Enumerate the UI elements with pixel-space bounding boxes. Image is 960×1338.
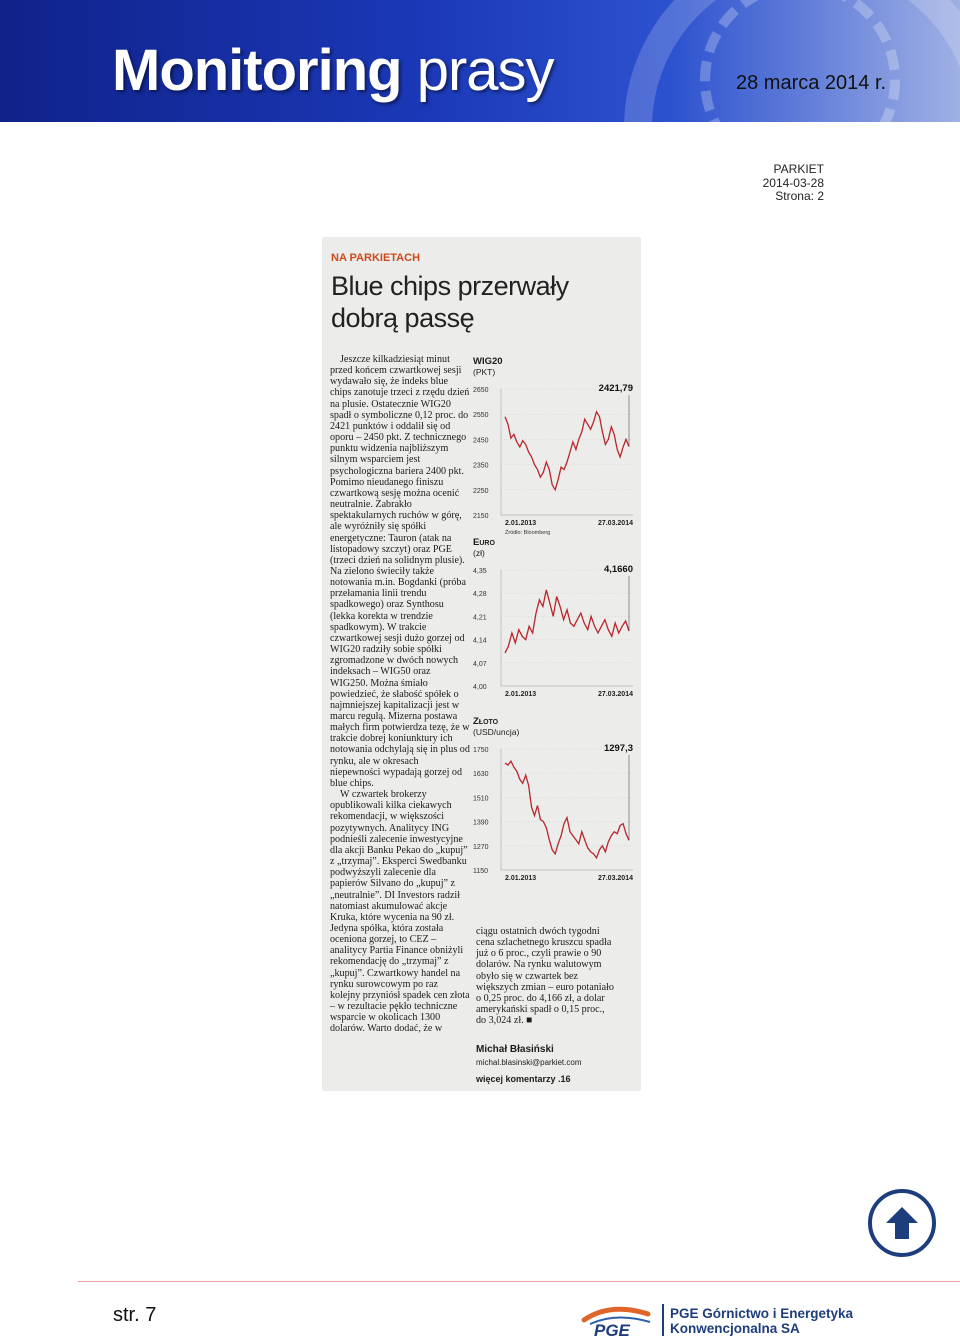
pge-logo-text: PGE: [594, 1321, 630, 1338]
newspaper-clipping: [323, 238, 640, 1090]
y-tick-label: 1390: [473, 819, 489, 827]
x-end-label: 27.03.2014: [597, 875, 633, 882]
y-tick-label: 2250: [473, 487, 489, 495]
euro-plot: [473, 558, 638, 708]
y-tick-label: 1750: [473, 747, 489, 754]
source-date: 2014-03-28: [762, 175, 824, 190]
wig20-chart: [473, 356, 638, 537]
page-title: Monitoring prasy: [112, 38, 554, 103]
page-number: str. 7: [113, 1304, 157, 1326]
source-meta: [763, 163, 824, 204]
chart-title: Złoto: [473, 716, 499, 727]
y-tick-label: 1630: [473, 771, 489, 779]
turbine-decoration-inner: [700, 0, 900, 122]
gold-plot: [473, 737, 638, 892]
y-tick-label: 4,00: [473, 684, 487, 691]
source-name: PARKIET: [773, 162, 824, 176]
series-line: [505, 412, 629, 490]
wig20-plot: [473, 377, 638, 537]
last-value-label: 2421,79: [598, 383, 633, 394]
euro-chart: [473, 537, 638, 708]
y-tick-label: 1150: [473, 868, 489, 875]
y-tick-label: 2550: [473, 412, 489, 420]
y-tick-label: 1510: [473, 795, 489, 803]
company-name: [670, 1306, 853, 1336]
chart-title: WIG20: [473, 356, 503, 367]
article-column-1: [330, 354, 470, 1035]
y-tick-label: 2150: [473, 513, 489, 520]
y-tick-label: 4,21: [473, 614, 487, 622]
more-comments: więcej komentarzy .16: [476, 1074, 571, 1084]
y-tick-label: 2450: [473, 437, 489, 445]
y-tick-label: 4,14: [473, 637, 487, 645]
header-banner: [0, 0, 960, 122]
y-tick-label: 2650: [473, 387, 489, 394]
x-end-label: 27.03.2014: [597, 691, 633, 698]
chart-title: Euro: [473, 537, 495, 548]
chart-unit: (PKT): [473, 367, 496, 377]
y-tick-label: 2350: [473, 462, 489, 470]
x-end-label: 27.03.2014: [597, 520, 633, 527]
author-email: michal.blasinski@parkiet.com: [476, 1058, 582, 1067]
company-line-2: Konwencjonalna SA: [670, 1321, 800, 1336]
footer-divider: [78, 1281, 960, 1282]
x-start-label: 2.01.2013: [505, 520, 537, 527]
company-line-1: PGE Górnictwo i Energetyka: [670, 1306, 854, 1321]
series-line: [505, 761, 629, 858]
article-headline: Blue chips przerwały dobrą passę: [331, 271, 569, 333]
y-tick-label: 4,07: [473, 660, 487, 668]
last-value-label: 4,1660: [603, 564, 633, 575]
pge-logo: [580, 1300, 660, 1338]
x-start-label: 2.01.2013: [505, 875, 537, 882]
author-name: Michał Błasiński: [476, 1044, 554, 1055]
chart-source: Źródło: Bloomberg: [505, 530, 551, 536]
last-value-label: 1297,3: [603, 743, 633, 754]
gold-chart: [473, 716, 638, 892]
article-kicker: NA PARKIETACH: [331, 252, 421, 264]
chart-unit: (zł): [473, 548, 485, 558]
article-paragraph: ciągu ostatnich dwóch tygodni cena szlachetnego kruszcu spadła już o 6 proc., czyli prawie o 90 dolarów. Na rynku walutowym obyło się w czwartek bez większych zmian – euro potaniało o 0,25 proc. do 4,166 zł, a dolar amerykański spadł o 0,15 proc., do 3,024 zł. ■: [476, 926, 614, 1027]
series-line: [505, 590, 629, 653]
y-tick-label: 4,35: [473, 568, 487, 575]
chart-unit: (USD/uncja): [473, 727, 520, 737]
back-to-top-button[interactable]: [868, 1189, 936, 1257]
header-date: 28 marca 2014 r.: [736, 72, 887, 94]
logo-separator: [662, 1304, 664, 1336]
y-tick-label: 1270: [473, 843, 489, 851]
x-start-label: 2.01.2013: [505, 691, 537, 698]
article-paragraph: W czwartek brokerzy opublikowali kilka ciekawych rekomendacji, w większości pozytywnych. Analitycy ING podnieśli zalecenie inwestycyjne dla akcji Banku Pekao do „kupuj” z „trzymaj”. Eksperci Swedbanku podwyższyli zalecenie dla papierów Silvano do „kupuj” z „neutralnie”. DI Investors radził natomiast akumulować akcje Kruka, które wycenia na 90 zł. Jedyna spółka, która została oceniona gorzej, to CEZ – analitycy Partia Finance obniżyli rekomendację do „trzymaj” z „kupuj”. Czwartkowy handel na rynku surowcowym po raz kolejny przyniósł spadek cen złota – w rezultacie pękło techniczne wsparcie w okolicach 1300 dolarów. Warto dodać, że w: [330, 789, 470, 1035]
arrow-up-icon: [880, 1201, 924, 1245]
article-column-2: [476, 926, 616, 1026]
y-tick-label: 4,28: [473, 591, 487, 599]
article-paragraph: Jeszcze kilkadziesiąt minut przed końcem czwartkowej sesji wydawało się, że indeks blue chips zanotuje trzeci z rzędu dzień na plusie. Ostatecznie WIG20 spadł o symboliczne 0,12 proc. do 2421 punktów i oddalił się od oporu – 2450 pkt. Z technicznego punktu widzenia najbliższym silnym wsparciem jest psychologiczna bariera 2400 pkt. Pomimo nieudanego finiszu czwartkową sesję można ocenić neutralnie. Zabrakło spektakularnych ruchów w górę, ale wyróżniły się spółki energetyczne: Tauron (atak na listopadowy szczyt) oraz PGE (trzeci dzień na solidnym plusie). Na zielono świeciły także notowania m.in. Bogdanki (próba przełamania linii trendu spadkowego) oraz Synthosu (lekka korekta w trendzie spadkowym). W trakcie czwartkowej sesji dużo gorzej od WIG20 radziły sobie spółki zgromadzone w dwóch nowych indeksach – WIG50 oraz WIG250. Można śmiało powiedzieć, że słabość spółek o najmniejszej kapitalizacji jest w marcu regułą. Mizerna postawa małych firm potwierdza tezę, że w trakcie dobrej koniunktury ich notowania odchylają się in plus od rynku, ale w okresach niepewności wypadają gorzej od blue chips.: [330, 354, 470, 789]
source-page: Strona: 2: [775, 189, 824, 203]
